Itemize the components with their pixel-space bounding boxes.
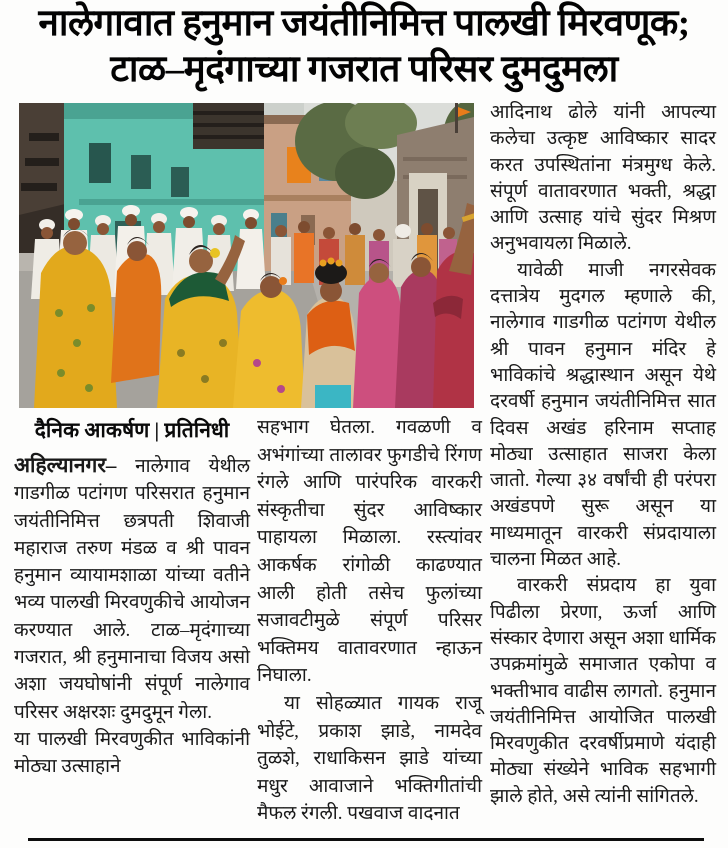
- paragraph-dateline: [14, 452, 250, 726]
- paragraph: या पालखी मिरवणुकीत भाविकांनी मोठ्या उत्साहाने: [14, 728, 250, 778]
- bottom-rule: [28, 838, 704, 841]
- headline-line-1: नालेगावात हनुमान जयंतीनिमित्त पालखी मिरवणूक;: [38, 3, 690, 44]
- paragraph: या सोहळ्यात गायक राजू भोईटे, प्रकाश झाडे, नामदेव तुळशे, राधाकिसन झाडे यांच्या मधुर आवाजाने भक्तिगीतांची मैफल रंगली. पखवाज वादनात: [257, 692, 482, 825]
- article-column-2: [257, 414, 482, 828]
- article-column-1: [14, 452, 250, 781]
- paragraph: वारकरी संप्रदाय हा युवा पिढीला प्रेरणा, ऊर्जा आणि संस्कार देणारा असून अशा धार्मिक उपक्रमांमुळे समाजात एकोपा व भक्तीभाव वाढीस लागतो. हनुमान जयंतीनिमित्त आयोजित पालखी मिरवणुकीत दरवर्षीप्रमाणे यंदाही मोठ्या संख्येने भाविक सहभागी झाले होते, असे त्यांनी सांगितले.: [490, 575, 716, 807]
- article-photo: [19, 103, 474, 408]
- byline: दैनिक आकर्षण | प्रतिनिधी: [34, 418, 230, 442]
- paragraph: आदिनाथ ढोले यांनी आपल्या कलेचा उत्कृष्ट आविष्कार सादर करत उपस्थितांना मंत्रमुग्ध केले. संपूर्ण वातावरणात भक्ती, श्रद्धा आणि उत्साह यांचे सुंदर मिश्रण अनुभवायला मिळाले.: [490, 102, 716, 255]
- paragraph: सहभाग घेतला. गवळणी व अभंगांच्या तालावर फुगडीचे रिंगण रंगले आणि पारंपरिक वारकरी संस्कृतीचा सुंदर आविष्कार पाहायला मिळाला. रस्त्यांवर आकर्षक रांगोळी काढण्यात आली होती तसेच फुलांच्या सजावटीमुळे संपूर्ण परिसर भक्तिमय वातावरणात न्हाऊन निघाला.: [257, 417, 482, 687]
- paragraph: यावेळी माजी नगरसेवक दत्तात्रेय मुदगल म्हणाले की, नालेगाव गाडगीळ पटांगण येथील श्री पावन हनुमान मंदिर हे भाविकांचे श्रद्धास्थान असून येथे दरवर्षी हनुमान जयंतीनिमित्त सात दिवस अखंड हरिनाम सप्ताह मोठ्या उत्साहात साजरा केला जातो. गेल्या ३४ वर्षांची ही परंपरा अखंडपणे सुरू असून या माध्यमातून वारकरी संप्रदायाला चालना मिळत आहे.: [490, 259, 716, 571]
- headline-line-2: टाळ–मृदंगाच्या गजरात परिसर दुमदुमला: [110, 49, 618, 90]
- article-column-3: [490, 100, 716, 810]
- dateline-city: अहिल्यानगर–: [14, 453, 117, 477]
- article-headline: [0, 1, 728, 93]
- procession-photo-illustration: [19, 103, 474, 408]
- paragraph-text: नालेगाव येथील गाडगीळ पटांगण परिसरात हनुमान जयंतीनिमित्त छत्रपती शिवाजी महाराज तरुण मंडळ व श्री पावन हनुमान व्यायामशाळा यांच्या वतीने भव्य पालखी मिरवणुकीचे आयोजन करण्यात आले. टाळ–मृदंगाच्या गजरात, श्री हनुमानाचा विजय असो अशा जयघोषांनी संपूर्ण नालेगाव परिसर अक्षरशः दुमदुमून गेला.: [14, 456, 250, 723]
